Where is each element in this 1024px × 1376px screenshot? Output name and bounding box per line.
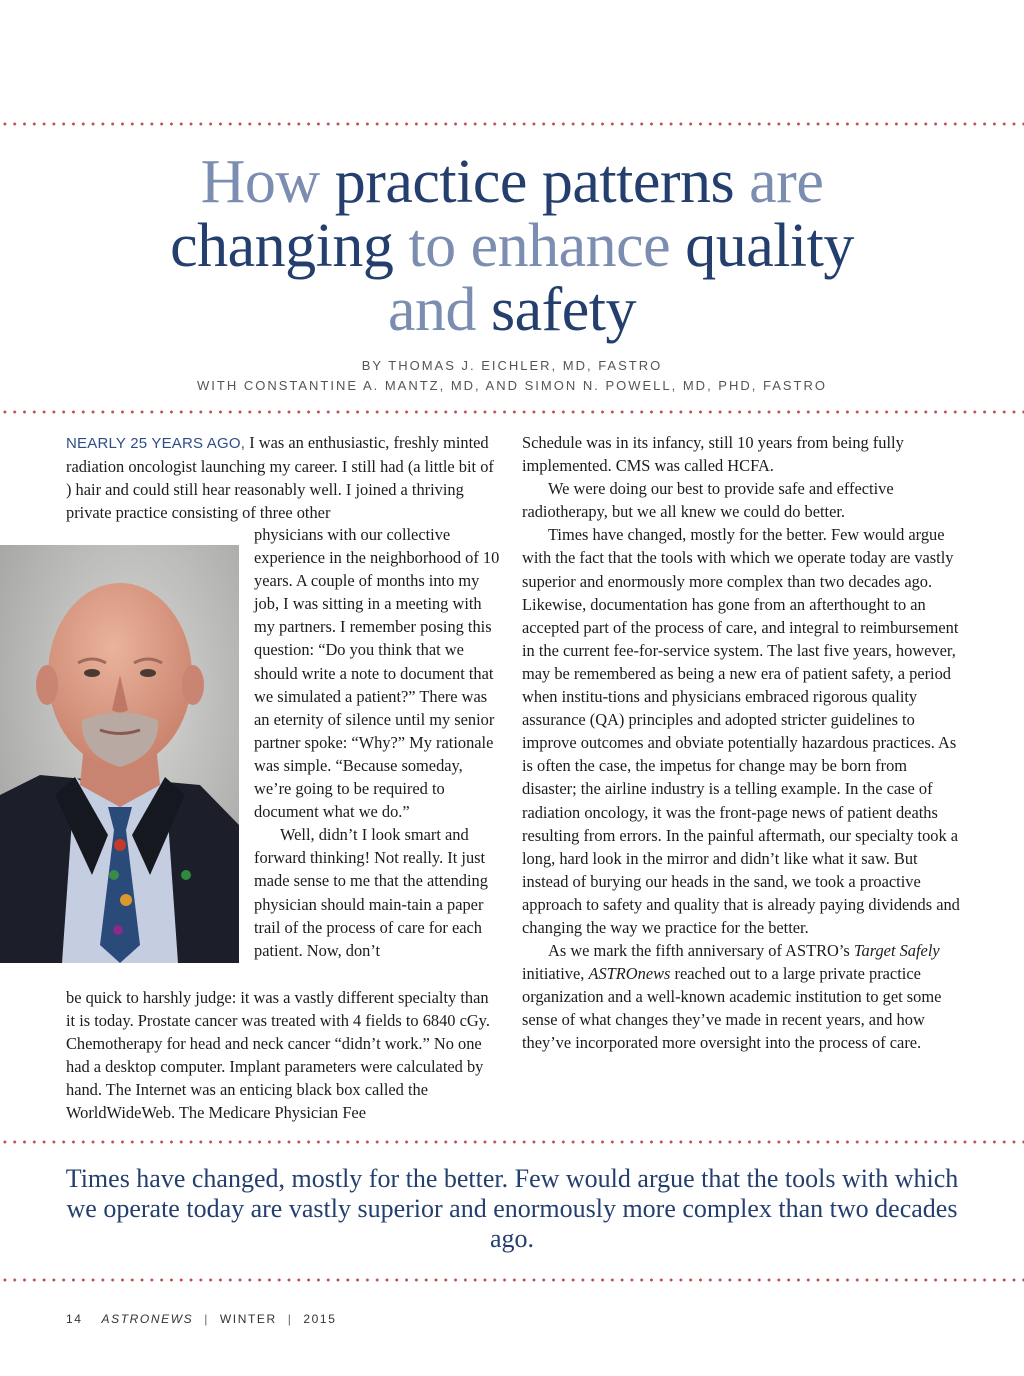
column-left-wrap	[254, 523, 500, 962]
initiative-name: Target Safely	[853, 941, 940, 961]
title-segment: quality	[685, 212, 854, 280]
title-segment: How	[200, 148, 335, 216]
byline-authors: BY THOMAS J. EICHLER, MD, FASTRO	[361, 358, 663, 373]
column-right	[522, 431, 960, 1055]
body-text	[522, 939, 960, 1054]
title-segment: and	[387, 276, 491, 344]
byline-dotted-rule	[0, 410, 1024, 414]
author-portrait-image	[0, 545, 239, 963]
footer-separator: |	[204, 1312, 209, 1326]
footer-separator: |	[287, 1312, 293, 1326]
title-segment: changing	[170, 212, 394, 280]
title-segment: safety	[490, 276, 637, 344]
column-left-bottom	[66, 986, 498, 1125]
title-segment: practice patterns	[334, 148, 735, 216]
top-dotted-rule	[0, 122, 1024, 126]
pullquote-top-rule	[0, 1140, 1024, 1144]
body-text: We were doing our best to provide safe and effective radiotherapy, but we all knew we could do better.	[522, 479, 894, 522]
page-footer	[66, 1312, 336, 1326]
pullquote-bottom-rule	[0, 1278, 1024, 1282]
title-segment: to enhance	[393, 212, 686, 280]
body-text: be quick to harshly judge: it was a vastly different specialty than it is today. Prostate cancer was treated with 4 fields to 6840 cGy. Chemotherapy for head and neck cancer “didn’t work.” No one had a desktop computer. Implant parameters were calculated by hand. The Internet was an enticing black box called the WorldWideWeb. The Medicare Physician Fee	[66, 988, 490, 1123]
body-text: I was an enthusiastic, freshly minted radiation oncologist launching my career. I still had (a little bit of ) hair and could still hear reasonably well. I joined a thriving private practice consisting of three other	[66, 433, 494, 523]
article-title	[0, 150, 1024, 342]
author-photo	[0, 545, 239, 963]
body-text: Schedule was in its infancy, still 10 years from being fully implemented. CMS was called HCFA.	[522, 433, 904, 476]
issue-season: WINTER	[219, 1312, 277, 1326]
publication-name: ASTROnews	[588, 964, 671, 984]
issue-year: 2015	[303, 1312, 337, 1326]
text-run: As we mark the fifth anniversary of ASTRO’s	[548, 941, 854, 961]
text-run: initiative,	[522, 964, 589, 984]
pull-quote: Times have changed, mostly for the better. Few would argue that the tools with which we operate today are vastly superior and enormously more complex than two decades ago.	[65, 1164, 959, 1253]
lead-in: NEARLY 25 YEARS AGO,	[66, 435, 246, 452]
text-run: reached out to a large private practice organization and a well-known academic institution to get some sense of what changes they’ve made in recent years, and how they’ve incorporated more oversight into the process of care.	[522, 964, 942, 1053]
page-number: 14	[66, 1312, 83, 1326]
publication-name: ASTRONEWS	[101, 1312, 194, 1326]
body-text: Times have changed, mostly for the better. Few would argue with the fact that the tools with which we operate today are vastly superior and enormously more complex than two decades ago. Likewise, documentation has gone from an afterthought to an accepted part of the process of care, and integral to reimbursement in the current fee-for-service system. The last five years, however, may be remembered as being a new era of patient safety, a period when institu-tions and physicians embraced rigorous quality assurance (QA) principles and adopted stricter guidelines to improve outcomes and obviate potentially hazardous practices. As is often the case, the impetus for change may be born from disaster; the airline industry is a telling example. In the case of radiation oncology, it was the front-page news of patient deaths resulting from errors. In the painful aftermath, our specialty took a long, hard look in the mirror and didn’t like what it saw. But instead of burying our heads in the sand, we took a proactive approach to safety and quality that is already paying dividends and changing the way we practice for the better.	[522, 525, 960, 937]
body-text: Well, didn’t I look smart and forward thinking! Not really. It just made sense to me that the attending physician should main-tain a paper trail of the process of care for each patient. Now, don’t	[254, 825, 488, 960]
byline-coauthors: WITH CONSTANTINE A. MANTZ, MD, AND SIMON N. POWELL, MD, PHD, FASTRO	[197, 378, 827, 393]
column-left-top	[66, 431, 496, 524]
body-text: physicians with our collective experience in the neighborhood of 10 years. A couple of months into my job, I was sitting in a meeting with my partners. I remember posing this question: “Do you think that we should write a note to document that we simulated a patient?” There was an eternity of silence until my senior partner spoke: “Why?” My rationale was simple. “Because someday, we’re going to be required to document what we do.”	[254, 525, 500, 822]
title-segment: are	[734, 148, 824, 216]
